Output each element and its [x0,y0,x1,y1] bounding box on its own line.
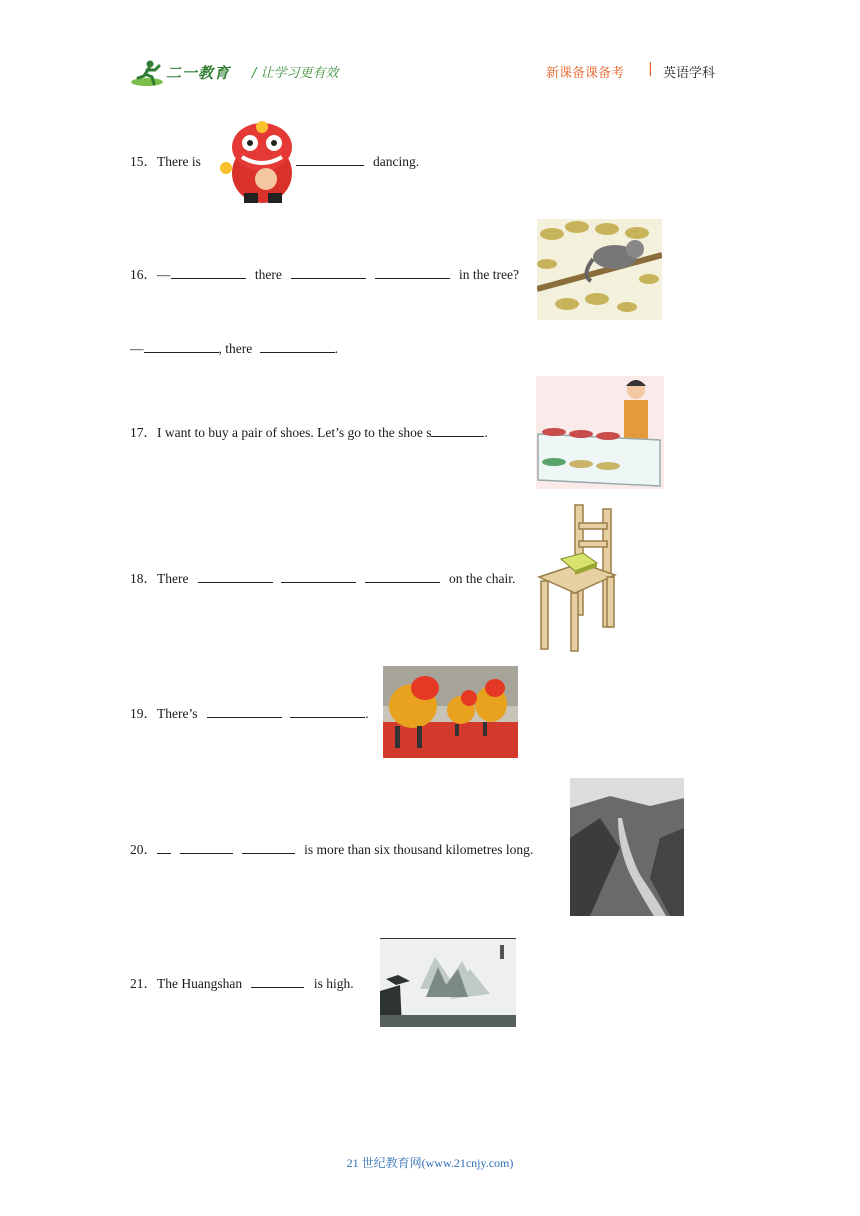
header-separator: | [648,61,653,77]
shoe-shop-image [536,376,664,489]
header-subject: 英语学科 [663,66,716,81]
answer-blank[interactable] [260,340,335,353]
lion-dance-cartoon-image [216,113,306,207]
answer-blank[interactable] [291,266,366,279]
answer-blank[interactable] [157,841,171,854]
question-16: 16．— there in the tree? [130,267,519,282]
header-title: 新课备课备考 [546,66,625,81]
chair-with-book-image [535,503,619,655]
answer-blank[interactable] [198,570,273,583]
answer-blank[interactable] [144,340,219,353]
river-canyon-photo [570,778,684,916]
answer-blank[interactable] [375,266,450,279]
logo-text: 二一教育 [166,64,231,82]
answer-blank[interactable] [290,705,365,718]
huangshan-painting [380,938,516,1027]
cat-in-tree-image [537,219,662,320]
lion-dance-photo [383,666,518,758]
slogan: / 让学习更有效 [252,66,339,81]
answer-blank[interactable] [242,841,295,854]
question-20: 20． is more than six thousand kilometres long. [130,842,534,857]
footer-source: 21 世纪教育网(www.21cnjy.com) [346,1156,514,1170]
brand-logo [130,58,240,88]
answer-blank[interactable] [431,424,484,437]
question-18: 18．There on the chair. [130,571,516,586]
question-17: 17．I want to buy a pair of shoes. Let’s go to the shoe s . [130,425,488,440]
runner-icon [130,58,164,88]
question-15: 15．There is dancing. [130,154,420,169]
question-21: 21．The Huangshan is high. [130,976,354,991]
question-19: 19．There’s . [130,706,369,721]
answer-blank[interactable] [365,570,440,583]
answer-blank[interactable] [180,841,233,854]
answer-blank[interactable] [251,975,304,988]
question-16-answer-line: — , there . [130,341,338,356]
answer-blank[interactable] [281,570,356,583]
answer-blank[interactable] [207,705,282,718]
answer-blank[interactable] [171,266,246,279]
